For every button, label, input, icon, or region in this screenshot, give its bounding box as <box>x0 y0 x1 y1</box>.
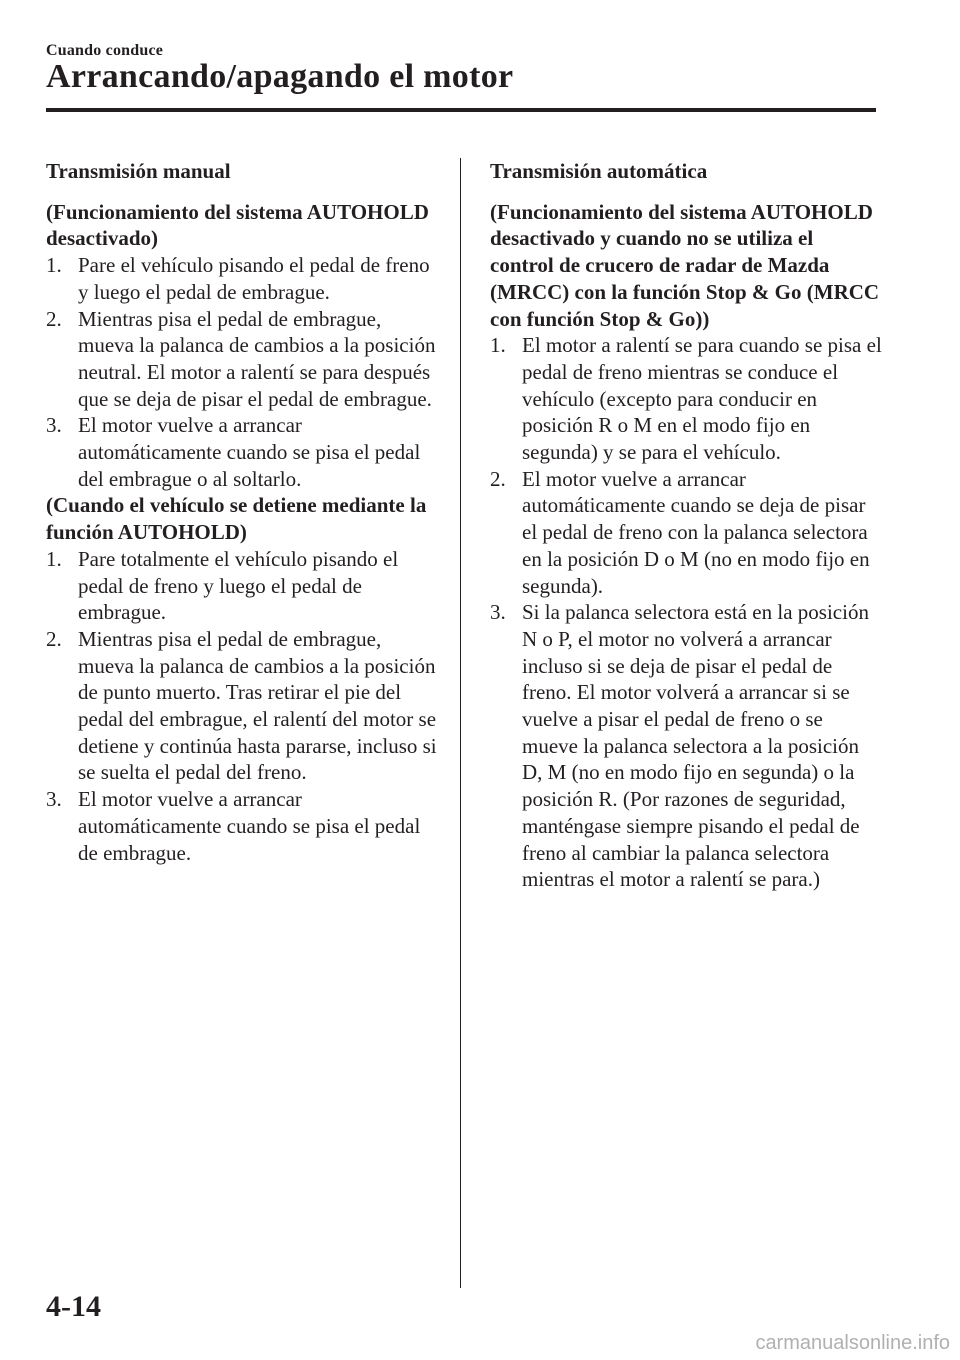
automatic-steps <box>490 332 882 893</box>
step-text: El motor vuelve a arrancar automáticamente cuando se pisa el pedal de embrague. <box>78 787 421 865</box>
step-text: Pare totalmente el vehículo pisando el pedal de freno y luego el pedal de embrague. <box>78 546 399 625</box>
watermark: carmanualsonline.info <box>755 1332 950 1354</box>
autohold-off-subheading: (Funcionamiento del sistema AUTOHOLD desactivado) <box>46 199 429 251</box>
step-number: 2. <box>490 466 506 491</box>
list-item <box>490 466 882 600</box>
step-number: 3. <box>46 413 62 438</box>
list-item <box>46 252 438 305</box>
step-text: El motor vuelve a arrancar automáticamente cuando se deja de pisar el pedal de freno con la palanca selectora en la posición D o M (no en modo fijo en segunda). <box>522 466 870 598</box>
step-number: 1. <box>46 546 62 571</box>
list-item <box>46 412 438 492</box>
step-text: El motor vuelve a arrancar automáticamente cuando se pisa el pedal del embrague o al soltarlo. <box>78 413 421 491</box>
step-number: 2. <box>46 626 62 651</box>
left-column <box>46 158 438 866</box>
automatic-transmission-heading: Transmisión automática <box>490 159 708 183</box>
autohold-off-mrcc-subheading: (Funcionamiento del sistema AUTOHOLD desactivado y cuando no se utiliza el control de crucero de radar de Mazda (MRCC) con la función Stop & Go (MRCC con función Stop & Go)) <box>490 199 880 331</box>
page-title: Arrancando/apagando el motor <box>46 58 514 95</box>
step-text: El motor a ralentí se para cuando se pisa el pedal de freno mientras se conduce el vehículo (excepto para conducir en posición R o M en el modo fijo en segunda) y se para el vehículo. <box>522 333 882 465</box>
list-item <box>490 332 882 466</box>
step-number: 1. <box>490 333 506 358</box>
header-rule <box>46 108 876 112</box>
step-text: Si la palanca selectora está en la posición N o P, el motor no volverá a arrancar incluso si se deja de pisar el pedal de freno. El motor volverá a arrancar si se vuelve a pisar el pedal de freno o se mueve la palanca selectora a la posición D, M (no en modo fijo en segunda) o la posición R. (Por razones de seguridad, manténgase siempre pisando el pedal de freno al cambiar la palanca selectora mientras el motor a ralentí se para.) <box>522 600 869 892</box>
step-number: 2. <box>46 306 62 331</box>
list-item <box>46 546 438 626</box>
page-number: 4-14 <box>46 1290 101 1323</box>
step-number: 3. <box>46 787 62 812</box>
manual-steps-autohold-stop <box>46 546 438 866</box>
list-item <box>46 786 438 866</box>
autohold-stop-subheading: (Cuando el vehículo se detiene mediante la función AUTOHOLD) <box>46 493 427 545</box>
column-divider <box>460 158 461 1288</box>
list-item <box>46 626 438 786</box>
section-label: Cuando conduce <box>46 42 164 59</box>
step-number: 1. <box>46 253 62 278</box>
step-number: 3. <box>490 600 506 625</box>
step-text: Pare el vehículo pisando el pedal de freno y luego el pedal de embrague. <box>78 253 430 304</box>
right-column <box>490 158 882 893</box>
list-item <box>490 599 882 893</box>
manual-transmission-heading: Transmisión manual <box>46 159 231 183</box>
manual-steps-autohold-off <box>46 252 438 492</box>
list-item <box>46 306 438 413</box>
step-text: Mientras pisa el pedal de embrague, mueva la palanca de cambios a la posición de punto muerto. Tras retirar el pie del pedal del embrague, el ralentí del motor se detiene y continúa hasta pararse, incluso si se suelta el pedal del freno. <box>78 626 437 785</box>
step-text: Mientras pisa el pedal de embrague, mueva la palanca de cambios a la posición neutral. El motor a ralentí se para después que se deja de pisar el pedal de embrague. <box>78 306 436 411</box>
